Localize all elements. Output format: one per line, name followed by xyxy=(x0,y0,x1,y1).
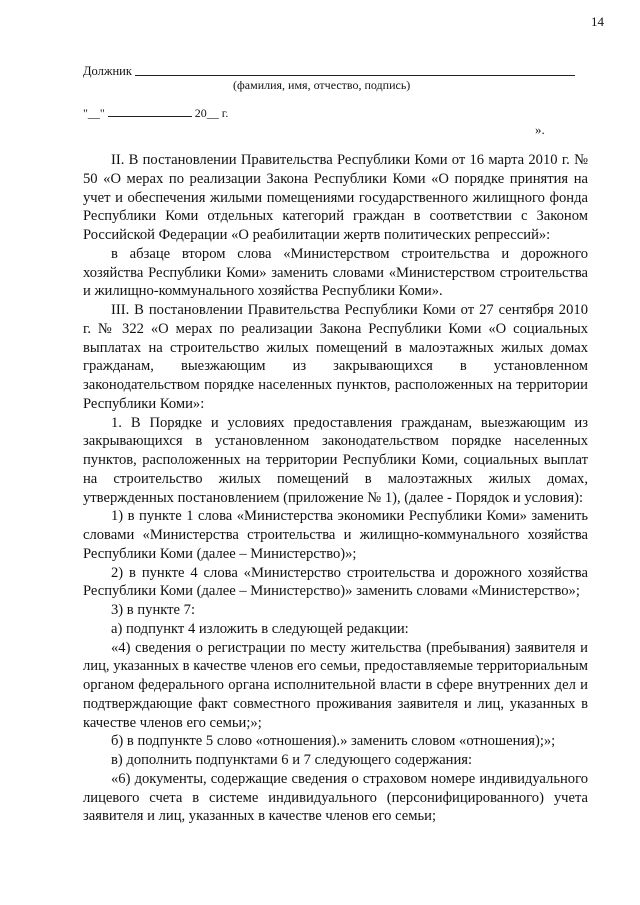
page-number: 14 xyxy=(591,14,604,29)
debtor-label: Должник xyxy=(83,64,132,78)
signature-line xyxy=(135,75,575,76)
document-body xyxy=(83,151,588,826)
closing-quote: ». xyxy=(535,122,545,137)
paragraph: 3) в пункте 7: xyxy=(111,602,196,618)
signature-caption: (фамилия, имя, отчество, подпись) xyxy=(233,78,411,92)
paragraph: «4) сведения о регистрации по месту жительства (пребывания) заявителя и лиц, указанных в качестве членов его семьи, предоставляемые территориальным органом федерального органа исполнительной власти в сфере внутренних дел и подтверждающие факт совместного проживания заявителя и лиц, указанных в качестве членов его семьи;»; xyxy=(83,639,588,731)
paragraph: II. В постановлении Правительства Республики Коми от 16 марта 2010 г. № 50 «О мерах по реализации Закона Республики Коми «О порядке принятия на учет и обеспечения жилыми помещениями государственного жилищного фонда Республики Коми отдельных категорий граждан в соответствии с Законом Российской Федерации «О реабилитации жертв политических репрессий»: xyxy=(83,152,588,243)
paragraph: 1. В Порядке и условиях предоставления гражданам, выезжающим из закрывающихся в установленном законодательством порядке населенных пунктов, расположенных на территории Республики Коми, социальных выплат на строительство жилых помещений в малоэтажных жилых домах, утвержденных постановлением (приложение № 1), (далее - Порядок и условия): xyxy=(83,414,588,506)
paragraph: а) подпункт 4 изложить в следующей редакции: xyxy=(111,620,409,637)
date-year: 20__ г. xyxy=(194,106,229,120)
date-month-blank xyxy=(108,116,192,117)
paragraph: б) в подпункте 5 слово «отношения).» заменить словом «отношения);»; xyxy=(111,733,556,750)
paragraph: III. В постановлении Правительства Республики Коми от 27 сентября 2010 г. № 322 «О мерах по реализации Закона Республики Коми «О социальных выплатах на строительство жилых помещений в малоэтажных жилых домах гражданам, выезжающим из закрывающихся в установленном законодательством порядке населенных пунктов, расположенных на территории Республики Коми»: xyxy=(83,302,588,412)
date-day: "__" xyxy=(83,106,105,120)
paragraph: в) дополнить подпунктами 6 и 7 следующего содержания: xyxy=(111,752,473,768)
paragraph: 2) в пункте 4 слова «Министерство строительства и дорожного хозяйства Республики Коми (далее – Министерство)» заменить словами «Министерство»; xyxy=(83,564,588,600)
paragraph: в абзаце втором слова «Министерством строительства и дорожного хозяйства Республики Коми» заменить словами «Министерством строительства и жилищно-коммунального хозяйства Республики Коми». xyxy=(83,245,588,300)
date-line xyxy=(83,106,228,121)
paragraph: 1) в пункте 1 слова «Министерства экономики Республики Коми» заменить словами «Министерства строительства и жилищно-коммунального хозяйства Республики Коми (далее – Министерство)»; xyxy=(83,508,588,562)
paragraph: «6) документы, содержащие сведения о страховом номере индивидуального лицевого счета в системе индивидуального (персонифицированного) учета заявителя и лиц, указанных в качестве членов его семьи; xyxy=(83,770,588,825)
